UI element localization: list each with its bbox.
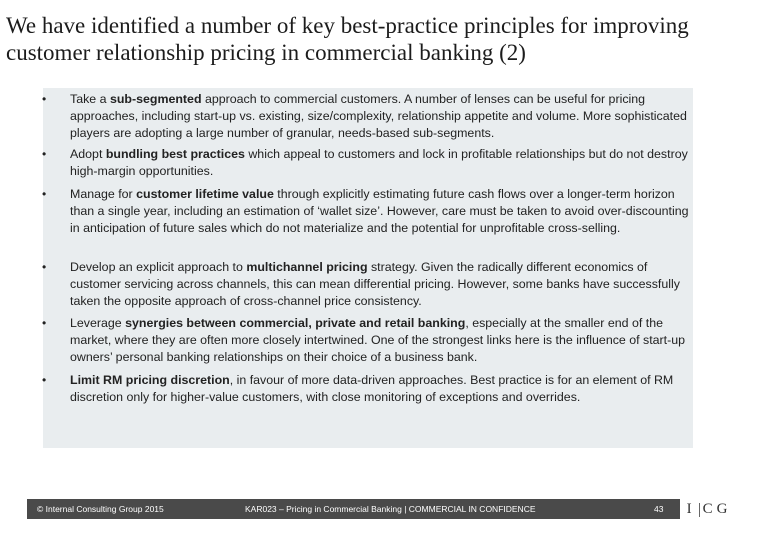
logo-letter: G	[716, 501, 732, 517]
bullet-text: Take a sub-segmented approach to commercial customers. A number of lenses can be useful for pricing approaches, including start-up vs. existing, size/complexity, relationship appetite and volume. More sophisticated players are adopting a large number of granular, needs-based sub-segments.	[70, 92, 687, 140]
bullet-emphasis: multichannel pricing	[246, 260, 368, 274]
bullet-text: Adopt bundling best practices which appeal to customers and lock in profitable relationships but do not destroy high-margin opportunities.	[70, 147, 688, 178]
footer-bar	[27, 499, 680, 519]
bullet-marker: •	[42, 260, 47, 274]
page-number: 43	[654, 504, 664, 514]
bullet-marker: •	[42, 147, 47, 161]
bullet-emphasis: Limit RM pricing discretion	[70, 373, 230, 387]
bullet-marker: •	[42, 187, 47, 201]
bullet-emphasis: synergies between commercial, private and retail banking	[125, 316, 466, 330]
bullet-emphasis: bundling best practices	[105, 147, 245, 161]
content-panel	[43, 88, 693, 448]
slide-title: We have identified a number of key best-practice principles for improving customer relationship pricing in commercial banking (2)	[6, 13, 689, 65]
bullet-marker: •	[42, 316, 47, 330]
bullet-emphasis: customer lifetime value	[136, 187, 274, 201]
logo-letter: I	[686, 501, 696, 517]
logo-letter: C	[702, 501, 717, 517]
logo-divider	[699, 503, 700, 517]
bullet-text: Leverage synergies between commercial, private and retail banking, especially at the smaller end of the market, where they are often more closely intertwined. One of the strongest links here is the influence of start-up owners’ personal banking relationships on their choice of a business bank.	[70, 316, 686, 364]
bullet-marker: •	[42, 92, 47, 106]
footer-copyright: © Internal Consulting Group 2015	[37, 504, 164, 514]
bullet-text: Manage for customer lifetime value through explicitly estimating future cash flows over a longer-term horizon than a single year, including an estimation of ‘wallet size’. However, care must be taken to avoid over-discounting in anticipation of future sales which do not materialize and the potential for unprofitable cross-selling.	[70, 187, 689, 235]
bullet-text: Limit RM pricing discretion, in favour of more data-driven approaches. Best practice is for an element of RM discretion only for higher-value customers, with close monitoring of exceptions and overrides.	[70, 373, 674, 404]
bullet-marker: •	[42, 373, 47, 387]
bullet-emphasis: sub-segmented	[109, 92, 202, 106]
icg-logo	[681, 499, 737, 519]
footer-document-label: KAR023 – Pricing in Commercial Banking | COMMERCIAL IN CONFIDENCE	[245, 504, 536, 514]
bullet-text: Develop an explicit approach to multichannel pricing strategy. Given the radically different economics of customer servicing across channels, this can mean differential pricing. However, some banks have successfully taken the opposite approach of cross-channel price consistency.	[70, 260, 680, 308]
